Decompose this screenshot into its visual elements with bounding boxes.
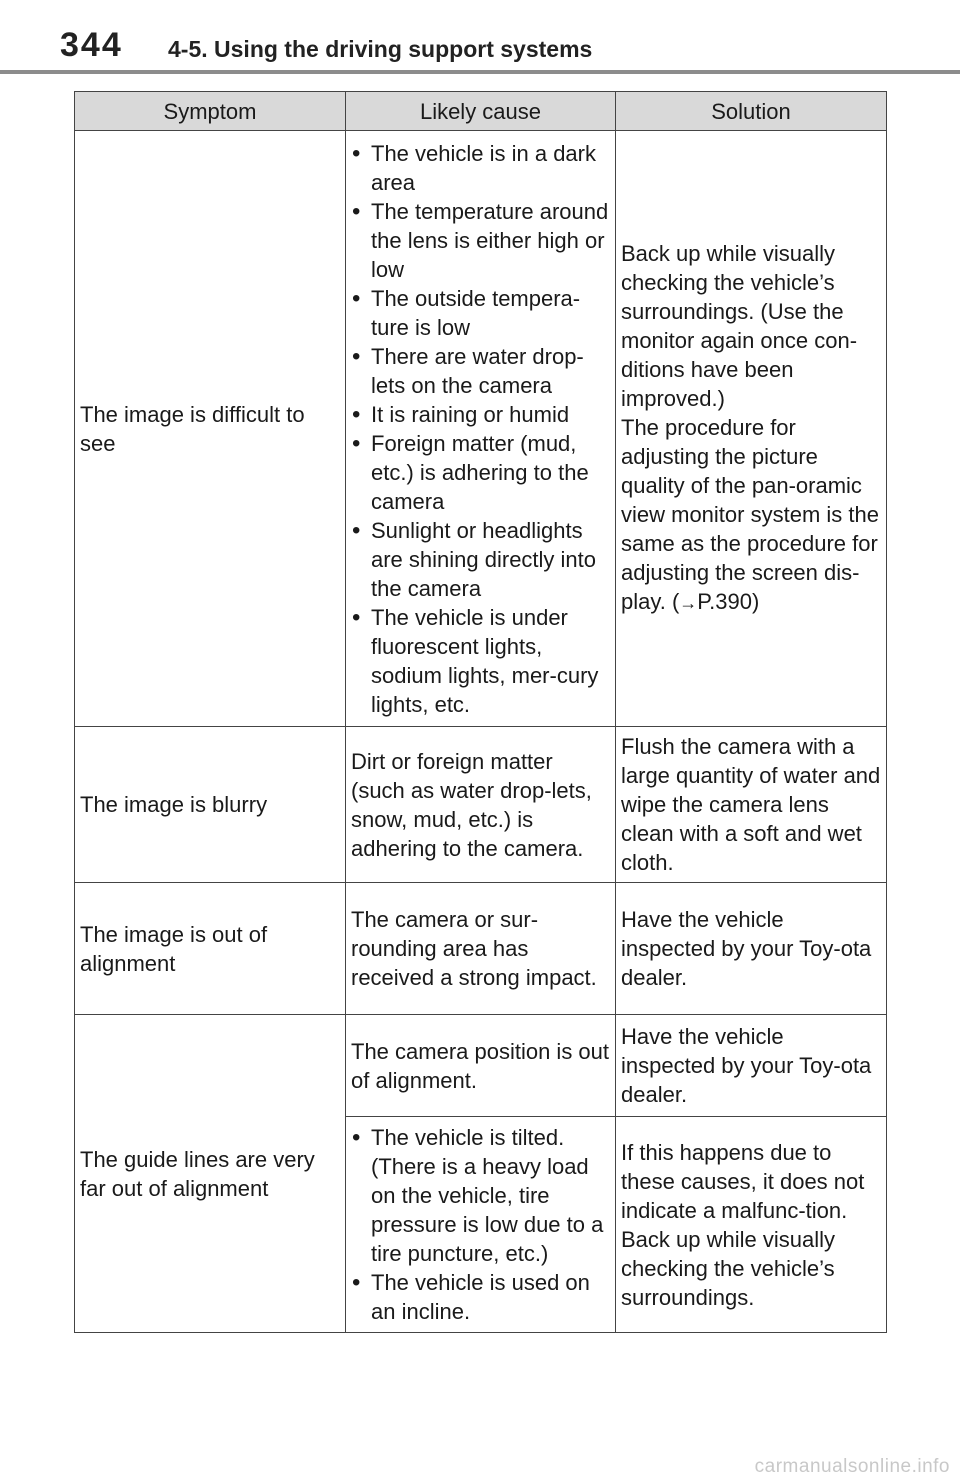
table-row	[75, 727, 887, 883]
symptom-cell: The guide lines are very far out of alignment	[75, 1015, 346, 1333]
right-arrow-icon: →	[679, 593, 698, 613]
column-header-solution: Solution	[616, 92, 887, 131]
cause-item: • It is raining or humid	[351, 400, 610, 429]
symptom-cell: The image is difficult to see	[75, 131, 346, 727]
watermark: carmanualsonline.info	[754, 1456, 950, 1477]
solution-cell: Have the vehicle inspected by your Toy-ota dealer.	[616, 883, 887, 1015]
cause-item: • The vehicle is used on an incline.	[351, 1268, 610, 1326]
column-header-likely-cause: Likely cause	[346, 92, 616, 131]
table-row	[75, 131, 887, 727]
page-reference: P.390)	[697, 589, 760, 614]
cause-cell: The camera position is out of alignment.	[346, 1015, 616, 1117]
cause-cell: Dirt or foreign matter (such as water drop-lets, snow, mud, etc.) is adhering to the camera.	[346, 727, 616, 883]
troubleshooting-table	[74, 91, 887, 1333]
cause-item: • The outside tempera-ture is low	[351, 284, 610, 342]
solution-text: Back up while visually checking the vehicle’s surroundings. (Use the monitor again once con-ditions have been improved.) The procedure for adjusting the picture quality of the pan-oramic view monitor system is the same as the procedure for adjusting the screen dis-play. (	[621, 241, 879, 614]
solution-cell: Flush the camera with a large quantity of water and wipe the camera lens clean with a soft and wet cloth.	[616, 727, 887, 883]
cause-cell	[346, 131, 616, 727]
cause-item: • Foreign matter (mud, etc.) is adhering to the camera	[351, 429, 610, 516]
cause-item: • Sunlight or headlights are shining directly into the camera	[351, 516, 610, 603]
cause-item: • The vehicle is tilted. (There is a heavy load on the vehicle, tire pressure is low due to a tire puncture, etc.)	[351, 1123, 610, 1268]
symptom-cell: The image is blurry	[75, 727, 346, 883]
table-row	[75, 883, 887, 1015]
cause-item: • The vehicle is under fluorescent lights, sodium lights, mer-cury lights, etc.	[351, 603, 610, 719]
cause-cell	[346, 1117, 616, 1333]
cause-cell: The camera or sur-rounding area has received a strong impact.	[346, 883, 616, 1015]
solution-cell	[616, 131, 887, 727]
page-header	[0, 0, 960, 76]
table-header-row	[75, 92, 887, 131]
solution-cell: Have the vehicle inspected by your Toy-ota dealer.	[616, 1015, 887, 1117]
table-row	[75, 1015, 887, 1117]
cause-list	[351, 1123, 610, 1326]
header-divider	[0, 70, 960, 74]
cause-item: • There are water drop-lets on the camera	[351, 342, 610, 400]
section-title: 4-5. Using the driving support systems	[168, 36, 593, 62]
cause-item: • The temperature around the lens is either high or low	[351, 197, 610, 284]
page-number: 344	[60, 26, 123, 64]
cause-list	[351, 139, 610, 719]
symptom-cell: The image is out of alignment	[75, 883, 346, 1015]
column-header-symptom: Symptom	[75, 92, 346, 131]
cause-item: • The vehicle is in a dark area	[351, 139, 610, 197]
solution-cell: If this happens due to these causes, it does not indicate a malfunc-tion. Back up while visually checking the vehicle’s surroundings.	[616, 1117, 887, 1333]
